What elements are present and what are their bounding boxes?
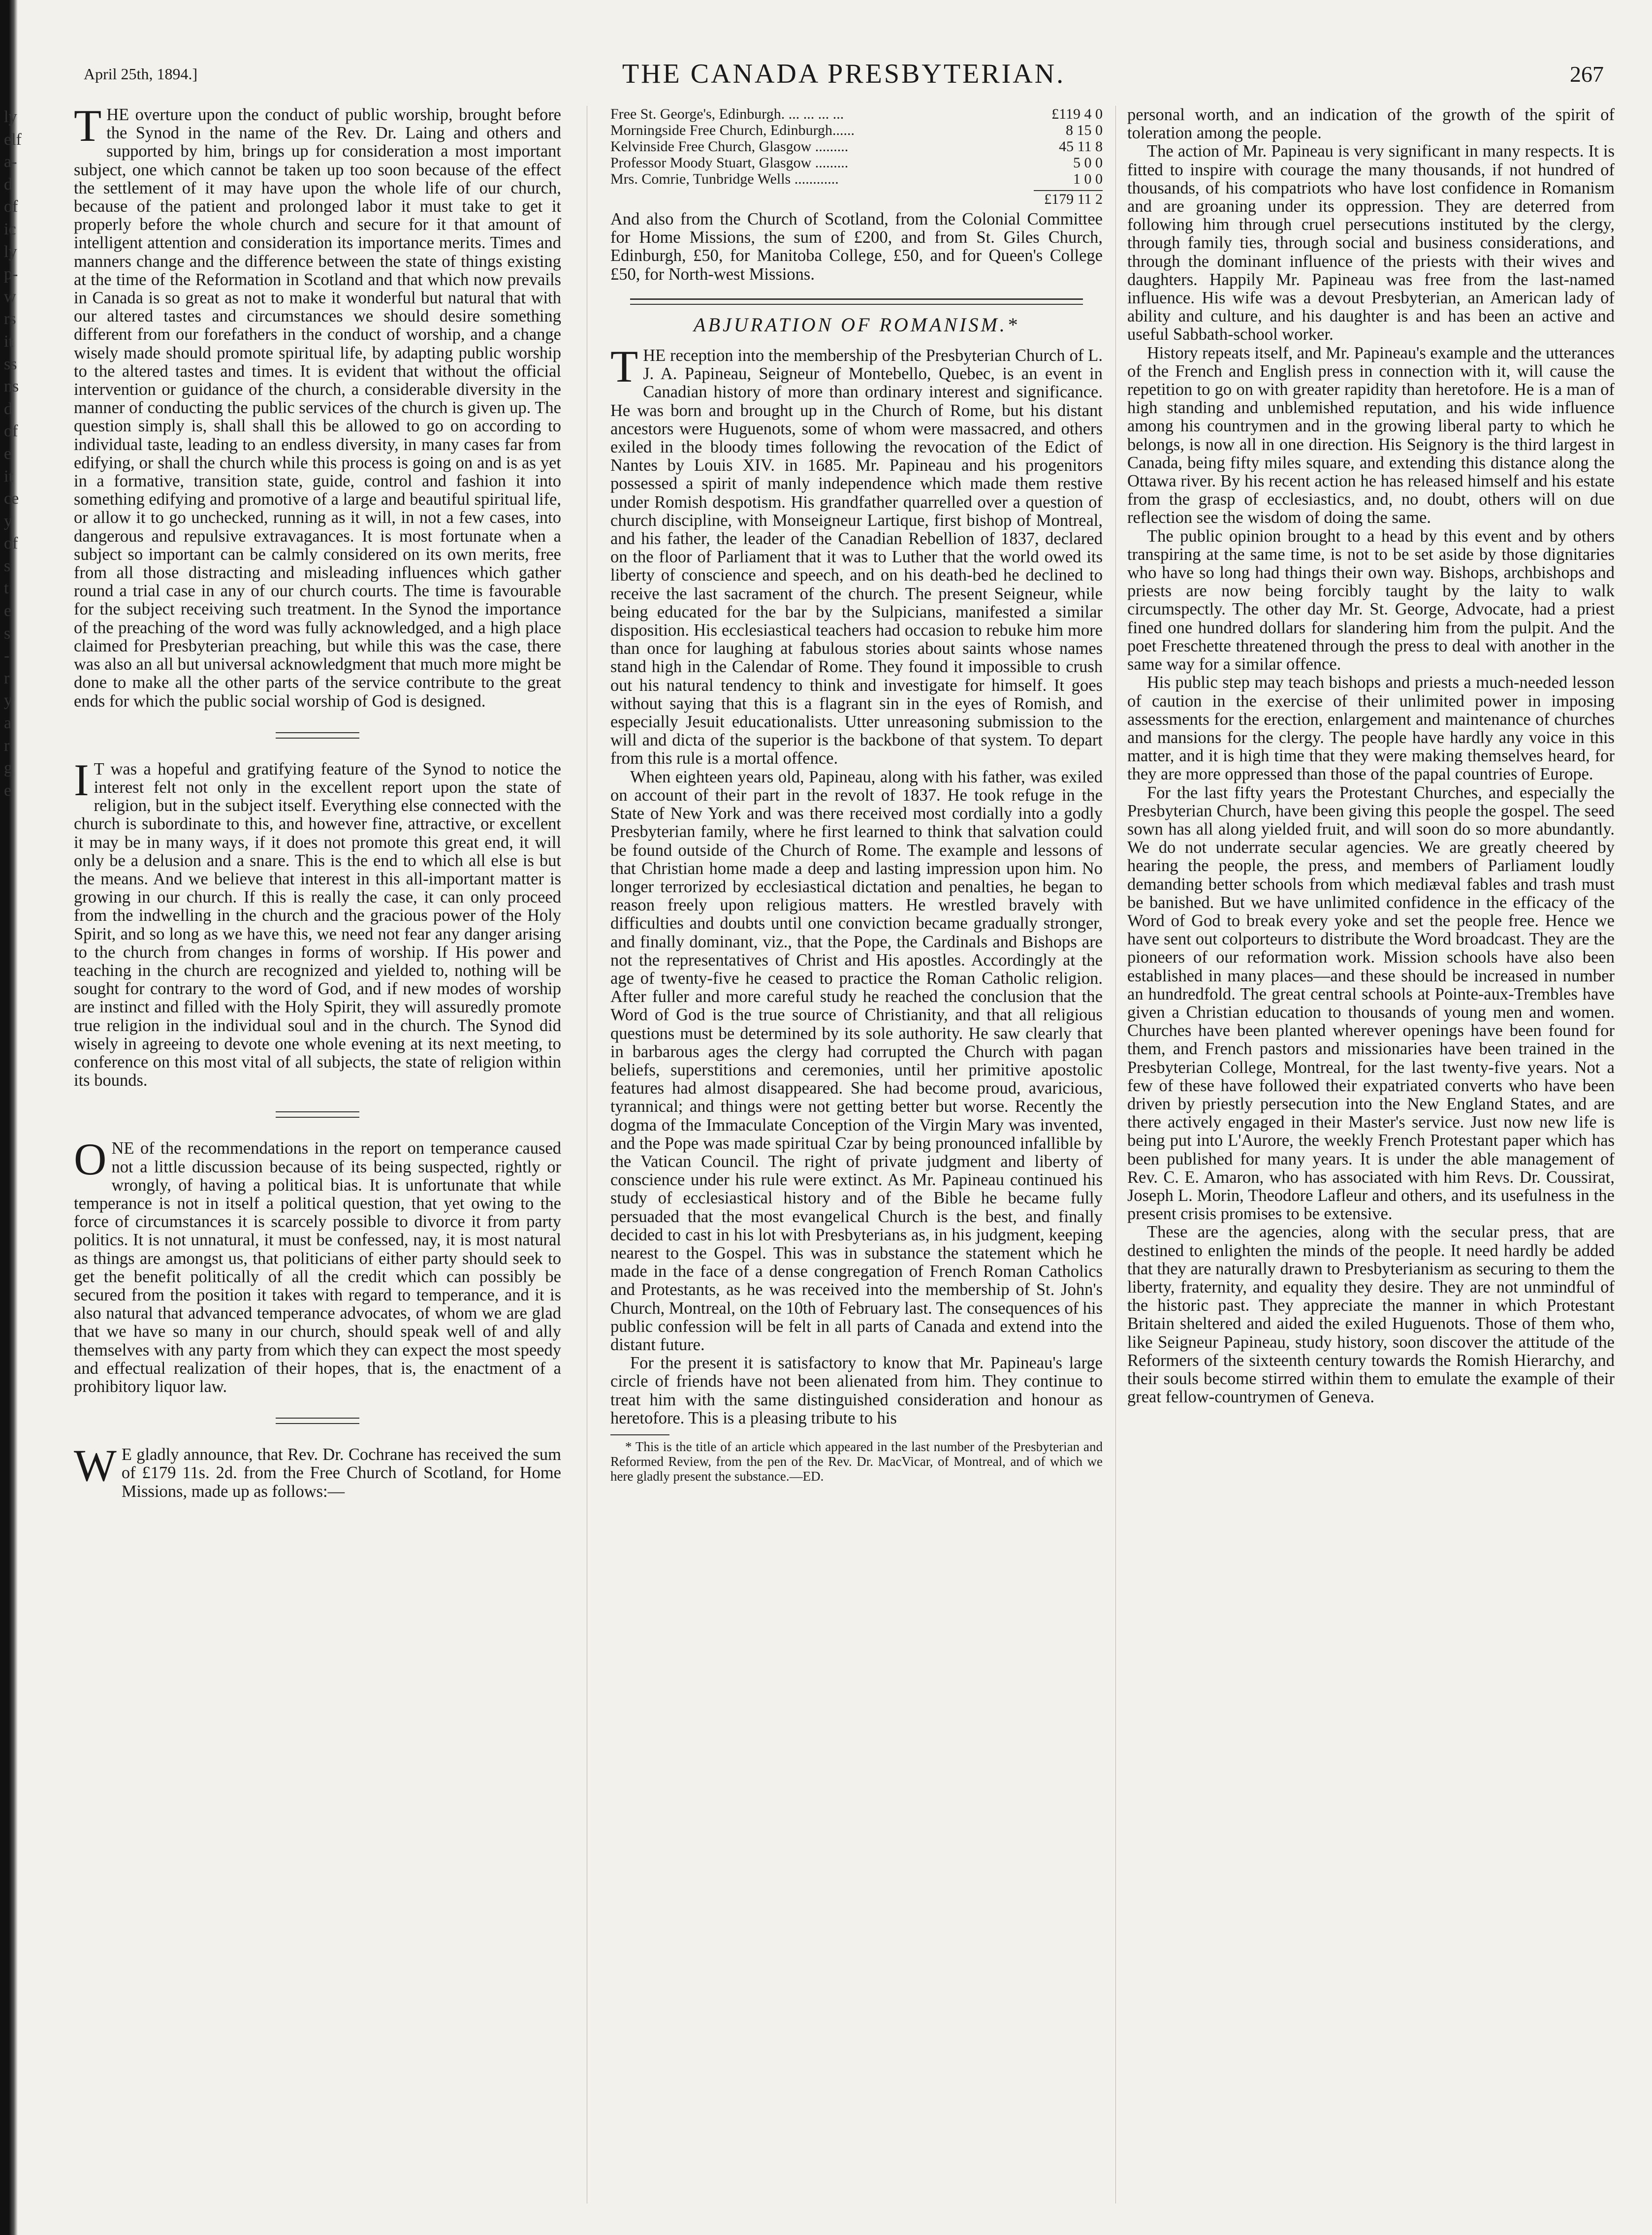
- ledger-row: Kelvinside Free Church, Glasgow ......... 45 11 8: [610, 138, 1103, 155]
- editorial-state-of-religion: I T was a hopeful and gratifying feature of the Synod to notice the interest felt not only in the excellent report upon the state of religion, but in the subject itself. Everything else connected with the church is subordinate to this, and however fine, attractive, or excellent it may be in many ways, if it does not promote this great end, it will only be a delusion and a snare. This is the end to which all else is but the means. And we believe that interest in this all-important matter is growing in our church. If this is really the case, it can only proceed from the indwelling in the church and the gracious power of the Holy Spirit, and so long as we have this, we need not fear any danger arising to the church from changes in forms of worship. If His power and teaching in the church are recognized and yielded to, nothing will be sought for contrary to the word of God, and if new modes of worship are instinct and filled with the Holy Spirit, they will assuredly promote true religion in the individual soul and in the church. The Synod did wisely in agreeing to devote one whole evening at its next meeting, to conference on this most vital of all subjects, the state of religion within its bounds.: [74, 754, 561, 1090]
- ledger-row: Free St. George's, Edinburgh. ... ... ... ... £119 4 0: [610, 106, 1103, 122]
- footnote-rule: [610, 1434, 669, 1435]
- page-header: [84, 58, 1604, 93]
- article-rule: [630, 298, 1083, 305]
- column-1: [74, 100, 561, 1501]
- ledger-row: Mrs. Comrie, Tunbridge Wells ............ 1 0 0: [610, 171, 1103, 187]
- article-paragraph: These are the agencies, along with the secular press, that are destined to enlighten the minds of the people. It need hardly be added that they are naturally drawn to Presbyterianism as securing to them the liberty, fraternity, and equality they desire. They are not unmindful of the historic past. They appreciate the manner in which Protestant Britain sheltered and aided the exiled Huguenots. Those of them who, like Seigneur Papineau, study history, soon discover the attitude of the Reformers of the sixteenth century towards the Romish Hierarchy, and their souls become stirred within them to emulate the example of their great fellow-countrymen of Geneva.: [1127, 1223, 1615, 1407]
- article-paragraph: For the last fifty years the Protestant Churches, and especially the Presbyterian Church, have been giving this people the gospel. The seed sown has all along yielded fruit, and will soon do so more abundantly. We do not underrate secular agencies. We are greatly cheered by hearing the people, the press, and members of Parliament loudly demanding better schools from which mediæval fables and trash must be banished. But we have unlimited confidence in the efficacy of the Word of God to break every yoke and set the people free. Hence we have sent out colporteurs to distribute the Word broadcast. They are the pioneers of our reformation work. Mission schools have also been established in many places—and these should be increased in number an hundredfold. The great central schools at Pointe-aux-Trembles have given a Christian education to thousands of young men and women. Churches have been planted wherever openings have been found for them, and French pastors and missionaries have been trained in the Presbyterian College, Montreal, for the last twenty-five years. Not a few of these have followed their expatriated converts who have been driven by priestly persecution into the New England States, and are there actively engaged in their Master's service. Just now new life is being put into L'Aurore, the weekly French Protestant paper which has been published for many years. It is under the able management of Rev. C. E. Amaron, who has associated with him Revs. Dr. Coussirat, Joseph L. Morin, Theodore Lafleur and others, and its usefulness in the present crisis promises to be extensive.: [1127, 783, 1615, 1224]
- previous-page-fragment: ly elf a- d of ic ly p- w rs it ss ns d of e it ce y of s t e s - r y a r g e: [4, 108, 22, 800]
- article-paragraph: His public step may teach bishops and priests a much-needed lesson of caution in the exercise of their unlimited power in imposing assessments for the erection, enlargement and maintenance of churches and mansions for the clergy. The people have hardly any voice in this matter, and it is high time that they were making themselves heard, for they are more oppressed than those of the papal countries of Europe.: [1127, 673, 1615, 784]
- article-paragraph: THE reception into the membership of the Presbyterian Church of L. J. A. Papineau, Seigneur of Montebello, Quebec, is an event in Canadian history of more than ordinary interest and significance. He was born and brought up in the Church of Rome, but his distant ancestors were Huguenots, some of whom were massacred, and others exiled in the bloody times following the revocation of the Edict of Nantes by Louis XIV. in 1685. Mr. Papineau and his progenitors possessed a spirit of manly independence which made them restive under Romish despotism. His grandfather quarrelled over a question of church discipline, with Monseigneur Lartique, first bishop of Montreal, and his father, the leader of the Canadian Rebellion of 1837, declared on the floor of Parliament that it was to Luther that the world owed its liberty of conscience and speech, and on his death-bed he declined to receive the last sacrament of the church. The present Seigneur, while being educated for the bar by the Sulpicians, manifested a similar disposition. His ecclesiastical teachers had occasion to rebuke him more than once for laughing at fabulous stories about saints whose names stand high in the Calendar of Rome. They found it impossible to crush out his natural tendency to think and investigate for himself. It goes without saying that this is a flagrant sin in the eyes of Romish, and especially Jesuit educationalists. Utter unreasoning submission to the will and dicta of the superior is the backbone of that system. To depart from this rule is a mortal offence.: [610, 341, 1103, 768]
- article-paragraph: When eighteen years old, Papineau, along with his father, was exiled on account of their part in the revolt of 1837. He took refuge in the State of New York and was there received most cordially into a godly Presbyterian family, where he first learned to think that salvation could be found outside of the Church of Rome. The example and lessons of that Christian home made a deep and lasting impression upon him. No longer terrorized by ecclesiastical dictation and penalties, he began to reason freely upon religious matters. He wrestled bravely with difficulties and doubts until one conviction became gradually stronger, and finally dominant, viz., that the Pope, the Cardinals and Bishops are not the representatives of Christ and His apostles. Accordingly at the age of twenty-five he ceased to practice the Roman Catholic religion. After fuller and more careful study he reached the conclusion that the Word of God is the true source of Christianity, and that all religious questions must be determined by its sole authority. He saw clearly that in barbarous ages the clergy had corrupted the Church with pagan beliefs, superstitions and ceremonies, until her primitive apostolic features had almost disappeared. She had become proud, avaricious, tyrannical; and things were not getting better but worse. Recently the dogma of the Immaculate Conception of the Virgin Mary was invented, and the Pope was made spiritual Czar by being pronounced infallible by the Vatican Council. The right of private judgment and liberty of conscience under his rule were extinct. As Mr. Papineau continued his study of ecclesiastical history and of the Bible he became fully persuaded that the most evangelical Church is the best, and finally decided to cast in his lot with Presbyterians as, in his judgment, keeping nearest to the Gospel. This was in substance the statement which he made in the face of a dense congregation of French Roman Catholics and Protestants, as he was received into the membership of St. John's Church, Montreal, on the 10th of February last. The consequences of his public confession will be felt in all parts of Canada and extend into the distant future.: [610, 767, 1103, 1354]
- footnote: * This is the title of an article which appeared in the last number of the Presbyterian and Reformed Review, from the pen of the Rev. Dr. MacVicar, of Montreal, and of which we here gladly present the substance.—ED.: [610, 1439, 1103, 1484]
- column-rule-2: [1115, 106, 1116, 2203]
- publication-title: THE CANADA PRESBYTERIAN.: [622, 59, 1066, 89]
- issue-date: April 25th, 1894.]: [84, 65, 198, 83]
- drop-cap: I: [74, 754, 89, 805]
- section-divider: [276, 1111, 359, 1118]
- drop-cap: O: [74, 1134, 107, 1185]
- editorial-public-worship: THE overture upon the conduct of public worship, brought before the Synod in the name of the Rev. Dr. Laing and others and supported by him, brings up for consideration a most important subject, one which cannot be taken up too soon because of the effect the settlement of it may have upon the whole life of our church, because of the patient and prolonged labor it must take to get it properly before the whole church and secure for it that amount of intelligent attention and consideration its importance merits. Times and manners change and the difference between the state of things existing at the time of the Reformation in Scotland and that which now prevails in Canada is so great as not to make it wonderful but natural that with our altered tastes and circumstances we should desire something different from our forefathers in the conduct of worship, and a change wisely made should promote spiritual life, by adapting public worship to the altered tastes and times. It is evident that without the official intervention or guidance of the church, a considerable diversity in the manner of conducting the public services of the church is given up. The question simply is, shall shall this be allowed to go on according to individual taste, leading to an endless diversity, in many cases far from edifying, or shall the church while this process is going on and is as yet in a formative, transition state, guide, control and fashion it into something edifying and promotive of a large and beautiful spiritual life, or allow it to go unchecked, running as it will, in not a few cases, into dangerous and repulsive extravagances. It is most fortunate when a subject so important can be calmly considered on its own merits, free from all those distracting and misleading influences which gather round a trial case in any of our church courts. The time is favourable for the subject receiving such treatment. In the Synod the importance of the preaching of the word was fully acknowledged, and a high place claimed for Presbyterian preaching, but while this was the case, there was also an all but universal acknowledgment that much more might be done to make all the other parts of the service contribute to the great ends for which the public social worship of God is designed.: [74, 100, 561, 711]
- column-2: [610, 106, 1103, 1484]
- article-paragraph: personal worth, and an indication of the growth of the spirit of toleration among the people.: [1127, 105, 1615, 143]
- section-divider: [276, 1418, 359, 1424]
- ledger-total: £179 11 2: [610, 190, 1103, 207]
- church-of-scotland-note: And also from the Church of Scotland, from the Colonial Committee for Home Missions, the sum of £200, and from St. Giles Church, Edinburgh, £50, for Manitoba College, £50, and for Queen's College £50, for North-west Missions.: [610, 210, 1103, 284]
- page-number: 267: [1570, 62, 1604, 87]
- article-paragraph: The public opinion brought to a head by this event and by others transpiring at the same time, is not to be set aside by those dignitaries who have so long had things their own way. Bishops, archbishops and priests are now being forcibly taught by the laity to walk circumspectly. The other day Mr. St. George, Advocate, had a priest fined one hundred dollars for slandering him from the pulpit. And the poet Freschette threatened through the press to deal with another in the same way for a similar offence.: [1127, 526, 1615, 674]
- column-3: [1127, 106, 1615, 1406]
- drop-cap: T: [74, 100, 102, 151]
- section-divider: [276, 732, 359, 739]
- article-paragraph: History repeats itself, and Mr. Papineau's example and the utterances of the French and English press in connection with it, will cause the repetition to go on with greater rapidity than heretofore. He is a man of high standing and unblemished reputation, and his wide influence among his countrymen and in the growing liberal party to which he belongs, is now all in one direction. His Seignory is the third largest in Canada, being fifty miles square, and extending this distance along the Ottawa river. By his recent action he has released himself and his estate from the grasp of ecclesiastics, and, no doubt, others will on due reflection see the wisdom of doing the same.: [1127, 343, 1615, 527]
- editorial-temperance: ONE of the recommendations in the report on temperance caused not a little discussion because of its being suspected, rightly or wrongly, of having a political bias. It is unfortunate that while temperance is not in itself a political question, that yet owing to the force of circumstances it is scarcely possible to divorce it from party politics. It is not unnatural, it must be confessed, nay, it is most natural as things are amongst us, that politicians of either party should seek to get the benefit politically of all the credit which can possibly be secured from the position it takes with regard to temperance, and it is also natural that advanced temperance advocates, of whom we are glad that we have so many in our church, should speak well of and ally themselves with any party from which they can expect the most speedy and effectual realization of their hopes, that is, the enactment of a prohibitory liquor law.: [74, 1134, 561, 1396]
- ledger-row: Professor Moody Stuart, Glasgow ......... 5 0 0: [610, 155, 1103, 171]
- editorial-home-missions: W E gladly announce, that Rev. Dr. Cochrane has received the sum of £179 11s. 2d. from the Free Church of Scotland, for Home Missions, made up as follows:—: [74, 1440, 561, 1501]
- drop-cap: T: [610, 341, 638, 392]
- donation-ledger: [610, 106, 1103, 207]
- article-title: ABJURATION OF ROMANISM.*: [694, 313, 1019, 336]
- ledger-row: Morningside Free Church, Edinburgh...... 8 15 0: [610, 122, 1103, 138]
- article-paragraph: For the present it is satisfactory to know that Mr. Papineau's large circle of friends have not been alienated from him. They continue to treat him with the same distinguished consideration and honour as heretofore. This is a pleasing tribute to his: [610, 1354, 1103, 1427]
- article-paragraph: The action of Mr. Papineau is very significant in many respects. It is fitted to inspire with courage the many thousands, if not hundred of thousands, of his compatriots who have lost confidence in Romanism and are groaning under its oppression. They are deterred from following him through cruel persecutions instituted by the clergy, through family ties, through social and business considerations, and through the dominant influence of the priests with their wives and daughters. Happily Mr. Papineau was free from the last-named influence. His wife was a devout Presbyterian, an American lady of ability and culture, and his daughter is and has been an active and useful Sabbath-school worker.: [1127, 142, 1615, 344]
- drop-cap: W: [74, 1440, 117, 1491]
